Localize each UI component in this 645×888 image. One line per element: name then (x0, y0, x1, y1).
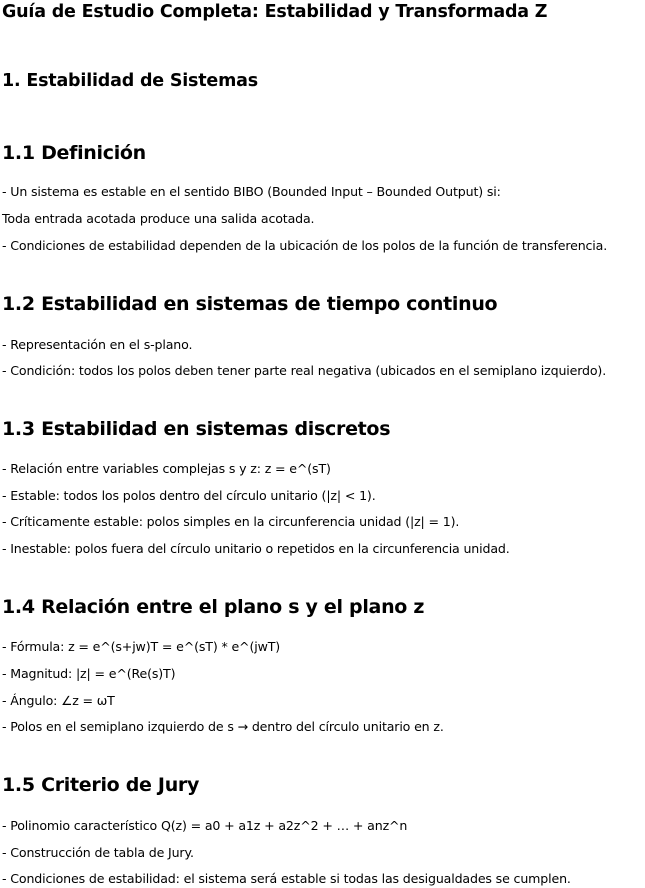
section-1-2-heading: 1.2 Estabilidad en sistemas de tiempo continuo (2, 293, 498, 315)
section-1-4-heading: 1.4 Relación entre el plano s y el plano z (2, 596, 425, 618)
section-1-3-line-3: - Críticamente estable: polos simples en la circunferencia unidad (|z| = 1). (2, 514, 460, 529)
section-1-3-line-1: - Relación entre variables complejas s y z: z = e^(sT) (2, 461, 331, 476)
section-1-2-line-2: - Condición: todos los polos deben tener parte real negativa (ubicados en el semiplano izquierdo). (2, 363, 607, 378)
section-1-1-line-1: - Un sistema es estable en el sentido BIBO (Bounded Input – Bounded Output) si: (2, 184, 501, 199)
section-1-3-heading: 1.3 Estabilidad en sistemas discretos (2, 418, 391, 440)
section-1-5-line-3: - Condiciones de estabilidad: el sistema será estable si todas las desigualdades se cumplen. (2, 871, 571, 886)
section-1-2-line-1: - Representación en el s-plano. (2, 337, 193, 352)
section-1-5-line-1: - Polinomio característico Q(z) = a0 + a1z + a2z^2 + … + anz^n (2, 818, 408, 833)
section-1-5-heading: 1.5 Criterio de Jury (2, 774, 200, 796)
section-1-4-line-1: - Fórmula: z = e^(s+jw)T = e^(sT) * e^(jwT) (2, 639, 281, 654)
section-1-1-heading: 1.1 Definición (2, 142, 146, 164)
section-1-heading: 1. Estabilidad de Sistemas (2, 71, 258, 91)
document-title: Guía de Estudio Completa: Estabilidad y Transformada Z (2, 2, 548, 22)
section-1-4-line-2: - Magnitud: |z| = e^(Re(s)T) (2, 666, 176, 681)
section-1-5-line-2: - Construcción de tabla de Jury. (2, 845, 194, 860)
section-1-4-line-4: - Polos en el semiplano izquierdo de s → dentro del círculo unitario en z. (2, 719, 444, 734)
section-1-3-line-4: - Inestable: polos fuera del círculo unitario o repetidos en la circunferencia unidad. (2, 541, 510, 556)
section-1-4-line-3: - Ángulo: ∠z = ωT (2, 693, 115, 708)
section-1-3-line-2: - Estable: todos los polos dentro del círculo unitario (|z| < 1). (2, 488, 376, 503)
section-1-1-line-3: - Condiciones de estabilidad dependen de la ubicación de los polos de la función de transferencia. (2, 238, 608, 253)
section-1-1-line-2: Toda entrada acotada produce una salida acotada. (2, 211, 315, 226)
